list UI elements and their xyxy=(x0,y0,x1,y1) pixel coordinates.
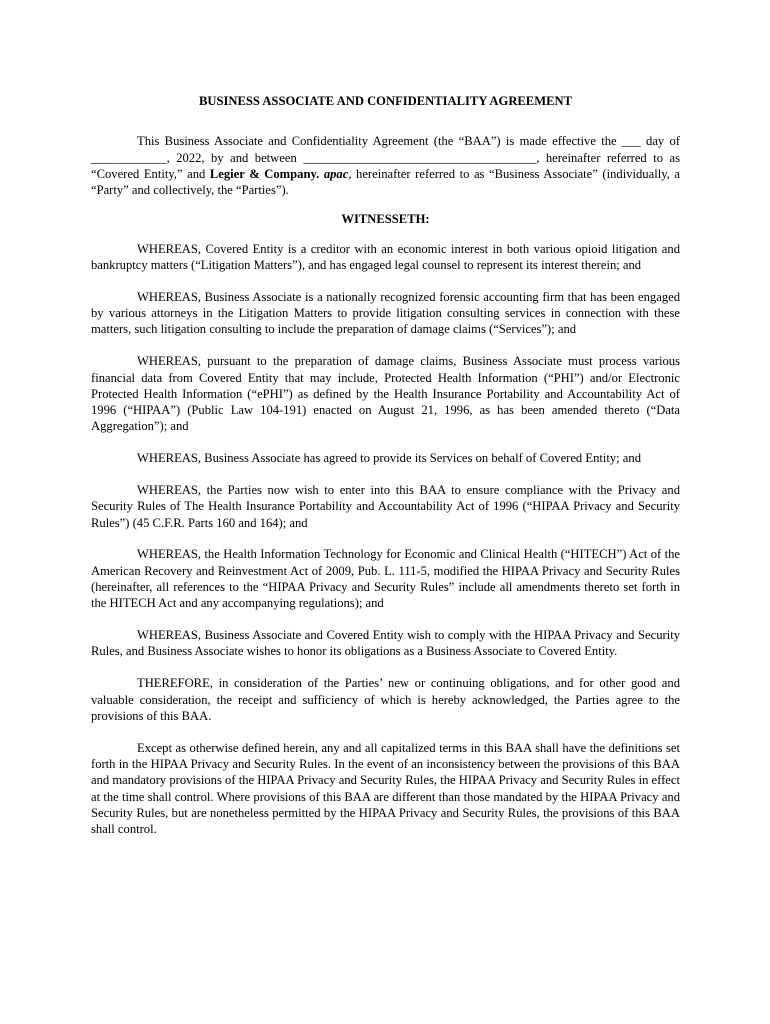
intro-text-before: This Business Associate and Confidentiality Agreement (the “BAA”) is made effective the ___ day of ____________, 2022, by and between _____________________________________, hereinafter referred to as “Covered Entity,” and xyxy=(91,134,680,181)
whereas-paragraph-7: WHEREAS, Business Associate and Covered Entity wish to comply with the HIPAA Privacy and Security Rules, and Business Associate wishes to honor its obligations as a Business Associate to Covered Entity. xyxy=(91,628,680,659)
whereas-text: Covered Entity is a creditor with an economic interest in both various opioid litigation and bankruptcy matters (“Litigation Matters”), and has engaged legal counsel to represent its interest therein; and xyxy=(91,241,680,273)
company-suffix: apac xyxy=(323,166,349,181)
intro-paragraph xyxy=(91,133,680,198)
intro-text-after: , hereinafter referred to as “Business Associate” (individually, a “Party” and collectively, the “Parties”). xyxy=(91,166,680,198)
whereas-paragraph-1 xyxy=(91,241,680,274)
company-name: Legier & Company. xyxy=(209,166,320,181)
witnesseth-heading: WITNESSETH: xyxy=(341,212,430,227)
definitions-paragraph: Except as otherwise defined herein, any and all capitalized terms in this BAA shall have the definitions set forth in the HIPAA Privacy and Security Rules. In the event of an inconsistency between the provisions of this BAA and mandatory provisions of the HIPAA Privacy and Security Rules, the HIPAA Privacy and Security Rules in effect at the time shall control. Where provisions of this BAA are different than those mandated by the HIPAA Privacy and Security Rules, but are nonetheless permitted by the HIPAA Privacy and Security Rules, the provisions of this BAA shall control. xyxy=(91,740,680,837)
whereas-paragraph-4: WHEREAS, Business Associate has agreed to provide its Services on behalf of Covered Entity; and xyxy=(137,451,641,466)
whereas-lead: WHEREAS, xyxy=(137,241,202,256)
whereas-paragraph-2: WHEREAS, Business Associate is a nationally recognized forensic accounting firm that has been engaged by various attorneys in the Litigation Matters to provide litigation consulting services in connection with these matters, such litigation consulting to include the preparation of damage claims (“Services”); and xyxy=(91,289,680,337)
document-title: BUSINESS ASSOCIATE AND CONFIDENTIALITY AGREEMENT xyxy=(198,94,572,108)
therefore-paragraph: THEREFORE, in consideration of the Parties’ new or continuing obligations, and for other good and valuable consideration, the receipt and sufficiency of which is hereby acknowledged, the Parties agree to the provisions of this BAA. xyxy=(91,676,680,723)
whereas-paragraph-6: WHEREAS, the Health Information Technology for Economic and Clinical Health (“HITECH”) Act of the American Recovery and Reinvestment Act of 2009, Pub. L. 111-5, modified the HIPAA Privacy and Security Rules (hereinafter, all references to the “HIPAA Privacy and Security Rules” include all amendments thereto set forth in the HITECH Act and any accompanying regulations); and xyxy=(91,547,680,611)
whereas-paragraph-3: WHEREAS, pursuant to the preparation of damage claims, Business Associate must process various financial data from Covered Entity that may include, Protected Health Information (“PHI”) and/or Electronic Protected Health Information (“ePHI”) as defined by the Health Insurance Portability and Accountability Act of 1996 (“HIPAA”) (Public Law 104-191) enacted on August 21, 1996, as has been amended thereto (“Data Aggregation”); and xyxy=(91,354,680,434)
whereas-paragraph-5: WHEREAS, the Parties now wish to enter into this BAA to ensure compliance with the Privacy and Security Rules of The Health Insurance Portability and Accountability Act of 1996 (“HIPAA Privacy and Security Rules”) (45 C.F.R. Parts 160 and 164); and xyxy=(91,483,680,530)
